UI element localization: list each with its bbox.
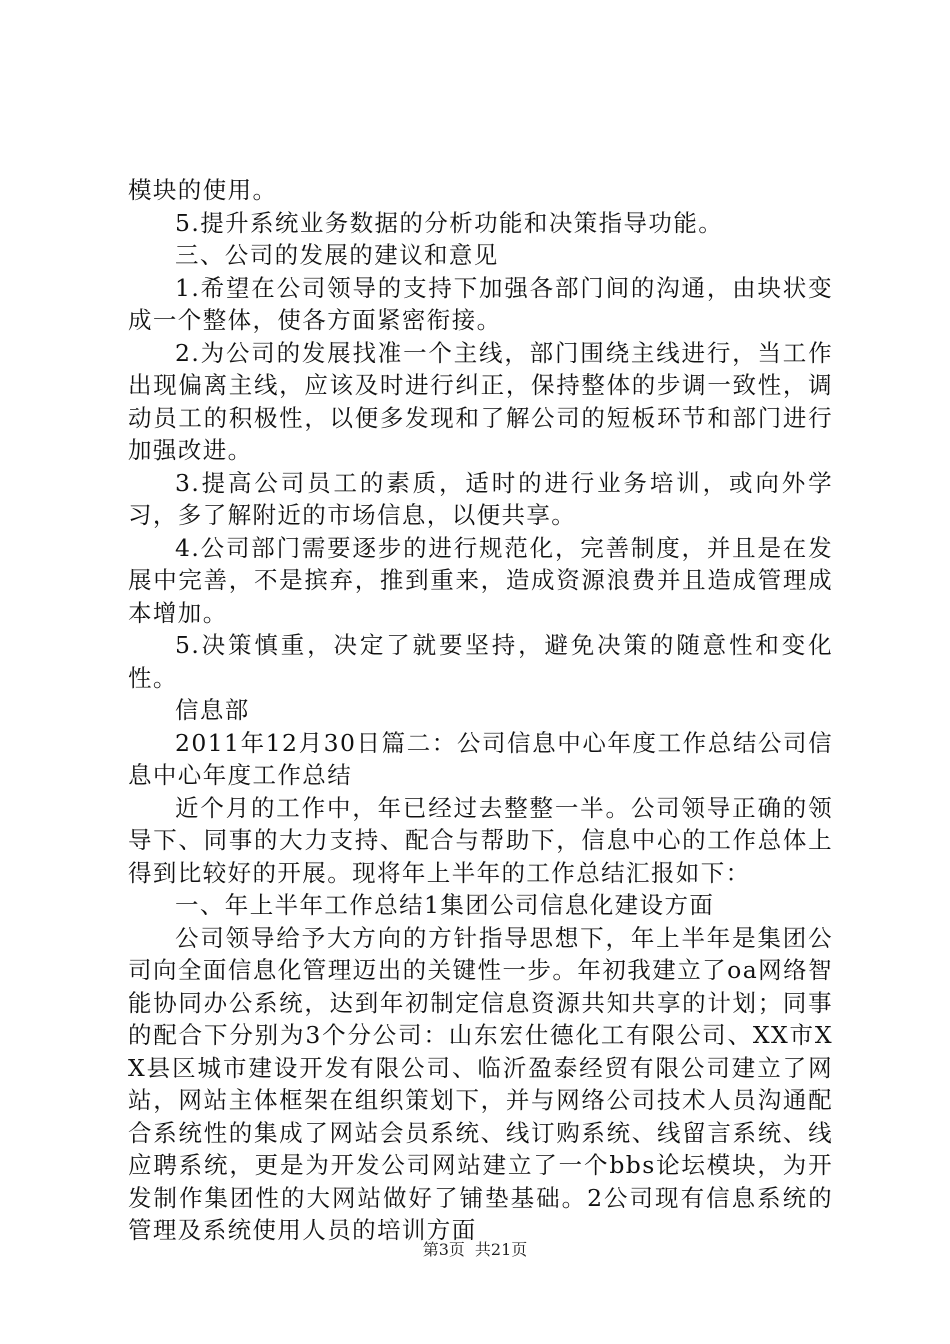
page-footer bbox=[0, 1240, 950, 1260]
paragraph: 3.提高公司员工的素质，适时的进行业务培训，或向外学习，多了解附近的市场信息，以便共享。 bbox=[128, 468, 833, 529]
paragraph: 公司领导给予大方向的方针指导思想下，年上半年是集团公司向全面信息化管理迈出的关键性一步。年初我建立了oa网络智能协同办公系统，达到年初制定信息资源共知共享的计划；同事的配合下分别为3个分公司：山东宏仕德化工有限公司、XX市XX县区城市建设开发有限公司、临沂盈泰经贸有限公司建立了网站，网站主体框架在组织策划下，并与网络公司技术人员沟通配合系统性的集成了网站会员系统、线订购系统、线留言系统、线应聘系统，更是为开发公司网站建立了一个bbs论坛模块，为开发制作集团性的大网站做好了铺垫基础。2公司现有信息系统的管理及系统使用人员的培训方面 bbox=[128, 923, 833, 1244]
page-number: 第3页 bbox=[422, 1240, 465, 1259]
document-body bbox=[128, 174, 833, 1247]
paragraph: 4.公司部门需要逐步的进行规范化，完善制度，并且是在发展中完善，不是摈弃，推到重来，造成资源浪费并且造成管理成本增加。 bbox=[128, 533, 833, 627]
paragraph: 5.决策慎重，决定了就要坚持，避免决策的随意性和变化性。 bbox=[128, 631, 833, 692]
paragraph: 信息部 bbox=[175, 696, 250, 724]
paragraph: 2.为公司的发展找准一个主线，部门围绕主线进行，当工作出现偏离主线，应该及时进行纠正，保持整体的步调一致性，调动员工的积极性，以便多发现和了解公司的短板环节和部门进行加强改进。 bbox=[128, 338, 833, 464]
paragraph: 5.提升系统业务数据的分析功能和决策指导功能。 bbox=[175, 208, 724, 237]
paragraph: 三、公司的发展的建议和意见 bbox=[175, 241, 499, 269]
paragraph: 模块的使用。 bbox=[128, 176, 278, 204]
paragraph: 近个月的工作中，年已经过去整整一半。公司领导正确的领导下、同事的大力支持、配合与帮助下，信息中心的工作总体上得到比较好的开展。现将年上半年的工作总结汇报如下： bbox=[128, 793, 833, 887]
paragraph: 2011年12月30日篇二：公司信息中心年度工作总结公司信息中心年度工作总结 bbox=[128, 728, 833, 789]
page-total: 共21页 bbox=[474, 1240, 528, 1259]
paragraph: 一、年上半年工作总结1集团公司信息化建设方面 bbox=[175, 891, 715, 919]
paragraph: 1.希望在公司领导的支持下加强各部门间的沟通，由块状变成一个整体，使各方面紧密衔接。 bbox=[128, 273, 833, 334]
